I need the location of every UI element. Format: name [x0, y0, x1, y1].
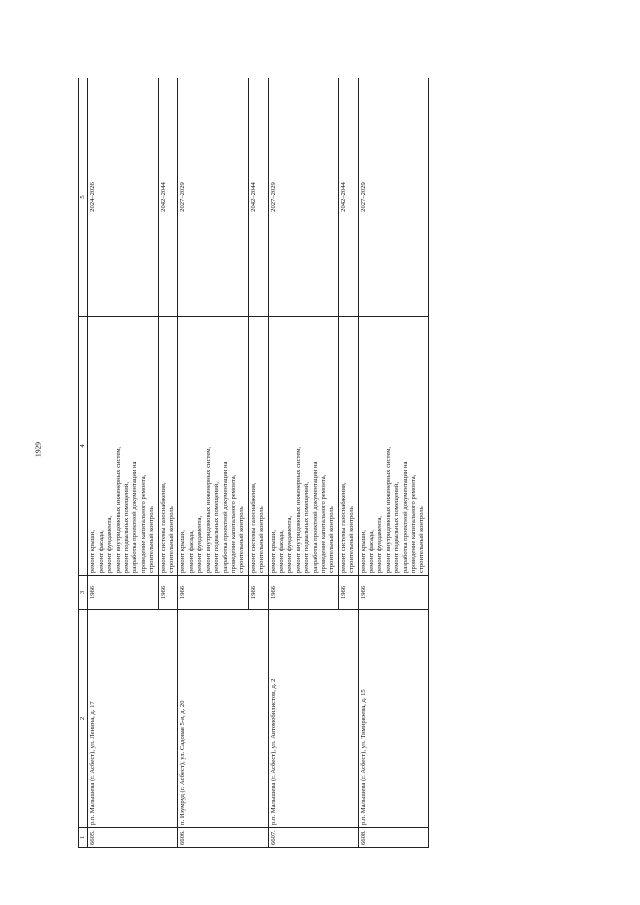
repair-period: 2027–2029 — [358, 78, 428, 317]
work-item: строительный контроль — [238, 506, 246, 573]
table-container — [78, 78, 578, 848]
construction-year: 1966 — [178, 576, 248, 610]
work-item: строительный контроль — [418, 506, 426, 573]
header-col-5: 5 — [79, 78, 88, 317]
work-types — [88, 317, 158, 576]
record-number: 6606. — [178, 828, 268, 848]
record-number: 6607. — [268, 828, 358, 848]
record-number: 6608. — [358, 828, 428, 848]
work-types — [158, 317, 178, 576]
construction-year: 1966 — [248, 576, 268, 610]
page-number: 1929 — [33, 442, 43, 457]
construction-year: 1966 — [358, 576, 428, 610]
work-item: ремонт крыши, — [89, 530, 97, 573]
table-row — [358, 78, 428, 848]
repair-schedule-table — [78, 78, 429, 848]
work-item: строительный контроль — [258, 506, 266, 573]
rotated-table-layer — [78, 78, 578, 848]
record-number: 6605. — [88, 828, 178, 848]
work-item: строительный контроль — [168, 506, 176, 573]
work-item: ремонт подвальных помещений, — [123, 482, 131, 573]
work-item: ремонт подвальных помещений, — [213, 482, 221, 573]
construction-year: 1966 — [338, 576, 358, 610]
table-row — [88, 78, 158, 848]
work-types — [248, 317, 268, 576]
work-item: ремонт фасада, — [97, 530, 105, 573]
construction-year: 1966 — [88, 576, 158, 610]
work-item: ремонт фасада, — [277, 530, 285, 573]
work-types — [338, 317, 358, 576]
work-item: разработка проектной документации на — [131, 461, 139, 573]
work-item: ремонт внутридомовых инженерных систем, — [294, 446, 302, 573]
record-address: р.п. Малышева (г. Асбест), ул. Ленина, д. 17 — [88, 610, 178, 828]
repair-period: 2027–2029 — [178, 78, 248, 317]
repair-period: 2027–2029 — [268, 78, 338, 317]
work-item: ремонт фундамента, — [196, 515, 204, 573]
record-address: п. Изумруд (г. Асбест), ул. Садовая 5-я, д. 20 — [178, 610, 268, 828]
work-item: ремонт внутридомовых инженерных систем, — [384, 446, 392, 573]
work-types — [268, 317, 338, 576]
table-body — [88, 78, 428, 848]
work-item: ремонт системы газоснабжения, — [339, 482, 347, 573]
work-item: проведение капитального ремонта, — [229, 474, 237, 573]
header-col-1: 1 — [79, 828, 88, 848]
work-item: разработка проектной документации на — [401, 461, 409, 573]
work-item: ремонт фасада, — [368, 530, 375, 573]
repair-period: 2042–2044 — [338, 78, 358, 317]
work-item: ремонт фундамента, — [106, 515, 114, 573]
header-col-3: 3 — [79, 576, 88, 610]
work-item: разработка проектной документации на — [311, 461, 319, 573]
repair-period: 2042–2044 — [248, 78, 268, 317]
repair-period: 2024–2026 — [88, 78, 158, 317]
construction-year: 1966 — [268, 576, 338, 610]
work-item: ремонт внутридомовых инженерных систем, — [204, 446, 212, 573]
work-item: ремонт крыши, — [359, 530, 367, 573]
work-item: ремонт фундамента, — [376, 515, 384, 573]
work-item: проведение капитального ремонта, — [319, 474, 327, 573]
header-col-4: 4 — [79, 317, 88, 576]
work-types — [178, 317, 248, 576]
record-address: р.п. Малышева (г. Асбест), ул. Автомобилистов, д. 2 — [268, 610, 358, 828]
work-item: ремонт системы газоснабжения, — [249, 482, 257, 573]
work-item: ремонт системы газоснабжения, — [159, 482, 167, 573]
work-item: ремонт фундамента, — [286, 515, 294, 573]
work-item: ремонт крыши, — [179, 530, 187, 573]
work-item: ремонт крыши, — [269, 530, 277, 573]
work-item: ремонт внутридомовых инженерных систем, — [114, 446, 122, 573]
work-item: ремонт фасада, — [187, 530, 195, 573]
construction-year: 1966 — [158, 576, 178, 610]
work-item: разработка проектной документации на — [221, 461, 229, 573]
work-item: ремонт подвальных помещений, — [393, 482, 401, 573]
table-row — [268, 78, 338, 848]
work-item: проведение капитального ремонта, — [139, 474, 147, 573]
work-item: ремонт подвальных помещений, — [303, 482, 311, 573]
table-row — [178, 78, 248, 848]
work-item: строительный контроль — [348, 506, 356, 573]
record-address: р.п. Малышева (г. Асбест), ул. Тимирязева, д. 15 — [358, 610, 428, 828]
repair-period: 2042–2044 — [158, 78, 178, 317]
work-item: проведение капитального ремонта, — [410, 474, 418, 573]
work-item: строительный контроль — [148, 506, 156, 573]
work-types — [358, 317, 428, 576]
header-col-2: 2 — [79, 610, 88, 828]
header-row — [79, 78, 88, 848]
work-item: строительный контроль — [328, 506, 336, 573]
